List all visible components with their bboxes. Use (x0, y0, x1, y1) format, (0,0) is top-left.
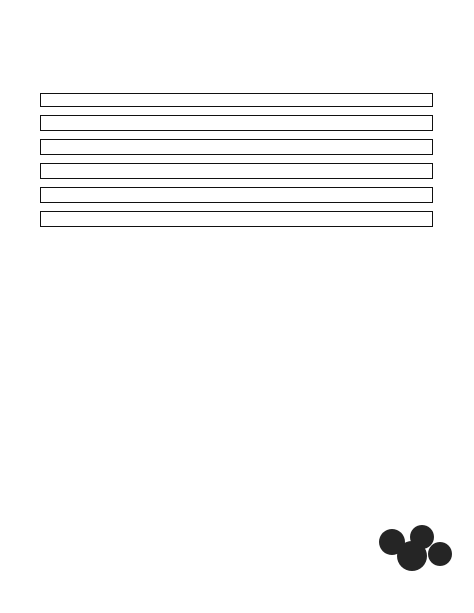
section-opening (40, 115, 433, 131)
section-pause-invite (40, 163, 433, 179)
section-offer-support (40, 211, 433, 227)
section-state-concern (40, 139, 433, 155)
prep-box (40, 93, 433, 107)
junk-chronicles-logo (366, 522, 462, 604)
document-sheet (40, 93, 433, 235)
section-redirect (40, 187, 433, 203)
